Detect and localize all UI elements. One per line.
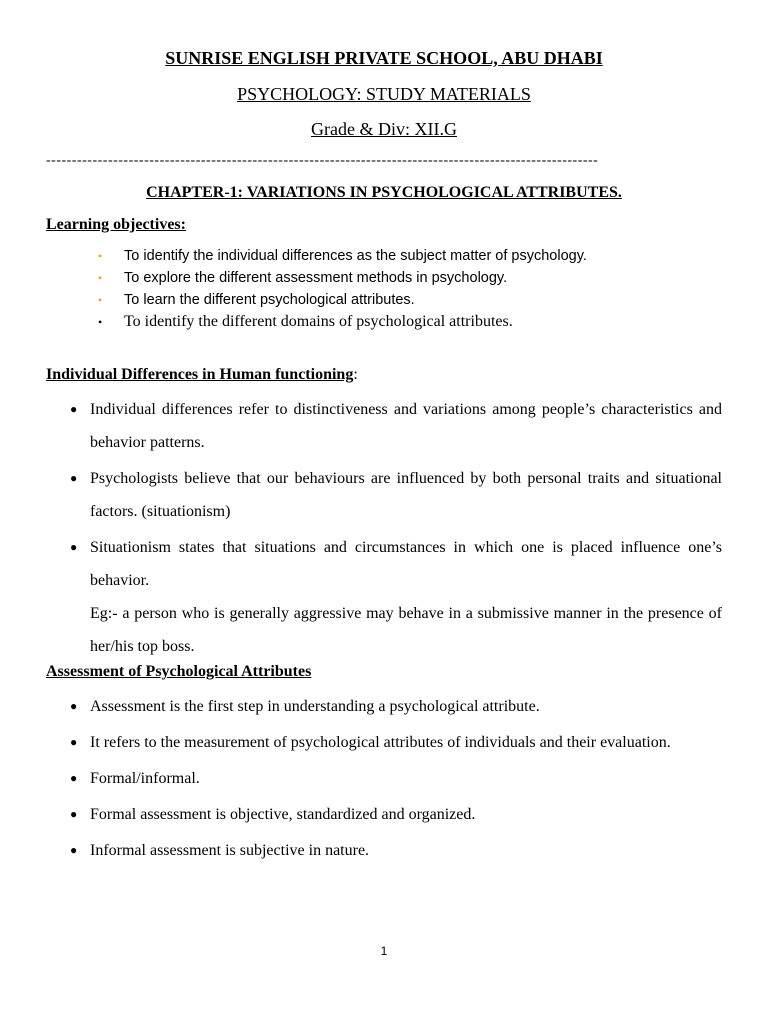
page-number: 1	[380, 944, 388, 958]
item-text: It refers to the measurement of psychological attributes of individuals and their evaluation.	[90, 734, 671, 751]
list-item	[46, 834, 722, 867]
objective-text: To explore the different assessment methods in psychology.	[124, 270, 508, 286]
bullet-icon: ●	[70, 843, 78, 857]
list-item	[46, 762, 722, 795]
item-text: Assessment is the first step in understanding a psychological attribute.	[90, 698, 540, 715]
grade-division: Grade & Div: XII.G	[311, 119, 457, 139]
assessment-heading-text: Assessment of Psychological Attributes	[46, 663, 312, 680]
item-text: Situationism states that situations and circumstances in which one is placed influence one’s behavior.	[90, 539, 722, 589]
individual-differences-heading	[46, 366, 358, 384]
individual-differences-heading-text: Individual Differences in Human functioning	[46, 366, 354, 383]
separator-line: -----------------------------------------------------------------------------------------------------------	[46, 153, 599, 168]
bullet-icon: ●	[70, 771, 78, 785]
bullet-icon: ●	[70, 471, 78, 485]
bullet-icon: •	[98, 271, 103, 285]
objective-text: To identify the individual differences as the subject matter of psychology.	[124, 248, 587, 264]
bullet-icon: •	[98, 315, 103, 329]
chapter-title: CHAPTER-1: VARIATIONS IN PSYCHOLOGICAL ATTRIBUTES.	[146, 184, 622, 201]
bullet-icon: ●	[70, 540, 78, 554]
item-text: Individual differences refer to distinctiveness and variations among people’s characteristics and behavior patterns.	[90, 401, 722, 451]
list-item	[46, 393, 722, 459]
learning-objectives-heading-text: Learning objectives:	[46, 216, 186, 233]
item-text: Formal assessment is objective, standardized and organized.	[90, 806, 476, 823]
list-item	[46, 726, 722, 759]
list-item	[46, 798, 722, 831]
list-item	[46, 462, 722, 528]
bullet-icon: ●	[70, 735, 78, 749]
example-text: Eg:- a person who is generally aggressive may behave in a submissive manner in the presence of her/his top boss.	[90, 605, 722, 655]
learning-objectives-heading	[46, 216, 186, 234]
item-text: Psychologists believe that our behaviours are influenced by both personal traits and situational factors. (situationism)	[90, 470, 722, 520]
item-text: Informal assessment is subjective in nature.	[90, 842, 370, 859]
item-text: Formal/informal.	[90, 770, 200, 787]
assessment-heading	[46, 663, 311, 681]
list-item	[46, 531, 722, 597]
list-item	[46, 690, 722, 723]
assessment-list	[46, 690, 722, 867]
heading-colon: :	[353, 366, 358, 383]
objective-text: To identify the different domains of psychological attributes.	[124, 313, 513, 330]
bullet-icon: ●	[70, 807, 78, 821]
bullet-icon: •	[98, 293, 103, 307]
objective-text: To learn the different psychological attributes.	[124, 292, 415, 308]
bullet-icon: ●	[70, 402, 78, 416]
bullet-icon: ●	[70, 699, 78, 713]
school-name: SUNRISE ENGLISH PRIVATE SCHOOL, ABU DHABI	[165, 48, 603, 68]
bullet-icon: •	[98, 249, 103, 263]
subject-title: PSYCHOLOGY: STUDY MATERIALS	[237, 84, 531, 104]
individual-differences-list	[46, 393, 722, 663]
